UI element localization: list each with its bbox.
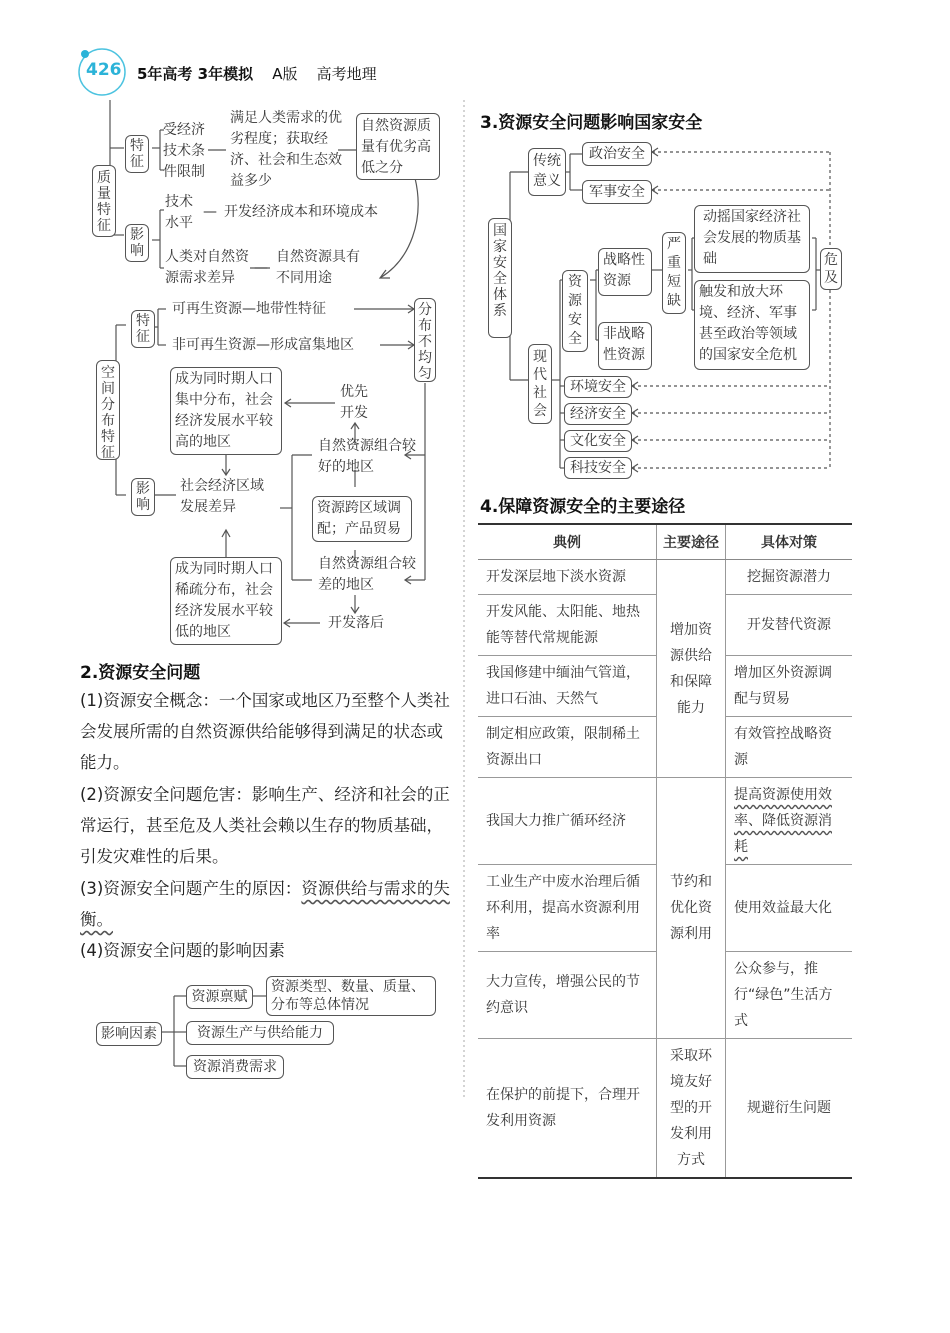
- column-header-example: 典例: [478, 524, 657, 560]
- strategic-resources: 战略性资源: [598, 248, 652, 296]
- item-label: 资源安全问题的影响因素: [103, 941, 285, 960]
- item-text: 一个国家或地区乃至整个人类社会发展所需的自然资源供给能够得到满足的状态或能力。: [80, 691, 450, 772]
- measure-cell: 提高资源使用效率、降低资源消耗: [726, 778, 853, 865]
- table-header-row: [478, 524, 852, 560]
- spatial-nonrenewable: 非可再生资源—形成富集地区: [172, 337, 354, 353]
- section3-heading: 3.资源安全问题影响国家安全: [480, 113, 703, 133]
- item-number: (3): [80, 879, 104, 898]
- spatial-late-dev: 开发落后: [328, 615, 384, 631]
- measure-cell: 开发替代资源: [726, 595, 853, 656]
- spatial-poor-region-box: 成为同时期人口稀疏分布，社会经济发展水平较低的地区: [170, 557, 282, 645]
- route-cell: 节约和优化资源利用: [657, 778, 726, 1039]
- political-security: 政治安全: [582, 142, 652, 166]
- page-number: 426: [86, 60, 122, 80]
- table-row: [478, 1039, 852, 1179]
- item-label: 资源安全问题危害：: [103, 785, 252, 804]
- nonstrategic-resources: 非战略性资源: [598, 322, 652, 370]
- quality-feature-effect: 满足人类需求的优劣程度；获取经济、社会和生态效益多少: [230, 110, 342, 189]
- military-security: 军事安全: [582, 180, 652, 204]
- table-row: [478, 560, 852, 595]
- measure-cell: 增加区外资源调配与贸易: [726, 656, 853, 717]
- tech-security: 科技安全: [564, 457, 632, 479]
- item-number: (4): [80, 941, 104, 960]
- measure-cell: 使用效益最大化: [726, 865, 853, 952]
- quality-result-box: 自然资源质量有优劣高低之分: [356, 113, 440, 180]
- book-edition: A版: [272, 65, 298, 83]
- factor-endowment: 资源禀赋: [186, 985, 253, 1009]
- route-cell: 采取环境友好型的开发利用方式: [657, 1039, 726, 1179]
- section2-item-4: [80, 935, 455, 966]
- modern-box: 现代社会: [528, 344, 552, 424]
- quality-feature-label: 特征: [125, 135, 149, 173]
- quality-influence-label: 影响: [125, 224, 149, 262]
- book-title: 5年高考 3年模拟: [137, 65, 254, 83]
- example-cell: 工业生产中废水治理后循环利用，提高水资源利用率: [478, 865, 657, 952]
- item-text: 影响生产、经济和社会的正常运行，甚至危及人类社会赖以生存的物质基础，引发灾难性的后果。: [80, 785, 450, 866]
- column-divider: [462, 100, 466, 1100]
- item-number: (2): [80, 785, 104, 804]
- spatial-good-combo: 自然资源组合较好的地区: [318, 438, 416, 475]
- measure-cell: 挖掘资源潜力: [726, 560, 853, 595]
- section2-item-1: [80, 685, 455, 778]
- route-cell: 增加资源供给和保障能力: [657, 560, 726, 778]
- quality-inf1-text: 开发经济成本和环境成本: [224, 204, 378, 220]
- example-cell: 制定相应政策，限制稀土资源出口: [478, 717, 657, 778]
- quality-inf1-dash: —: [203, 204, 217, 220]
- example-cell: 开发风能、太阳能、地热能等替代常规能源: [478, 595, 657, 656]
- culture-security: 文化安全: [564, 430, 632, 452]
- quality-root: 质量特征: [92, 165, 116, 237]
- factors-root: 影响因素: [96, 1022, 162, 1046]
- quality-inf1-label: 技术水平: [165, 194, 193, 231]
- shortage-box: 严重短缺: [662, 232, 686, 314]
- economy-security: 经济安全: [564, 403, 632, 425]
- effect-foundation: 动摇国家经济社会发展的物质基础: [694, 205, 810, 273]
- factor-production: 资源生产与供给能力: [186, 1021, 334, 1045]
- item-label: 资源安全概念：: [103, 691, 219, 710]
- item-text: 资源供给与需求的失衡。: [80, 879, 450, 929]
- example-cell: 大力宣传，增强公民的节约意识: [478, 952, 657, 1039]
- example-cell: 开发深层地下淡水资源: [478, 560, 657, 595]
- example-cell: 我国修建中缅油气管道，进口石油、天然气: [478, 656, 657, 717]
- spatial-influence-label: 影响: [131, 478, 155, 516]
- header-title-row: [137, 63, 377, 84]
- measure-cell: 公众参与，推行“绿色”生活方式: [726, 952, 853, 1039]
- spatial-priority-dev: 优先开发: [340, 384, 368, 421]
- table-row: [478, 778, 852, 865]
- spatial-renewable: 可再生资源—地带性特征: [172, 301, 326, 317]
- quality-inf2-label: 人类对自然资源需求差异: [165, 249, 249, 286]
- factor-consumption: 资源消费需求: [186, 1055, 284, 1079]
- effect-crisis: 触发和放大环境、经济、军事甚至政治等领域的国家安全危机: [694, 280, 810, 370]
- column-header-measure: 具体对策: [726, 524, 853, 560]
- item-label: 资源安全问题产生的原因：: [103, 879, 302, 898]
- spatial-rich-region-box: 成为同时期人口集中分布，社会经济发展水平较高的地区: [170, 367, 282, 455]
- spatial-regional-gap: 社会经济区域发展差异: [180, 478, 264, 515]
- measure-cell: 有效管控战略资源: [726, 717, 853, 778]
- routes-table: [478, 523, 852, 1179]
- section2-item-3: [80, 873, 455, 935]
- resource-security-box: 资源安全: [562, 270, 588, 352]
- section2-item-2: [80, 779, 455, 872]
- quality-inf2-dash: —: [254, 260, 268, 276]
- section4-heading: 4.保障资源安全的主要途径: [480, 497, 686, 517]
- national-security-root: 国家安全体系: [488, 218, 512, 338]
- measure-cell: 规避衍生问题: [726, 1039, 853, 1179]
- danger-box: 危及: [820, 248, 842, 290]
- item-number: (1): [80, 691, 104, 710]
- environment-security: 环境安全: [564, 376, 632, 398]
- book-subject: 高考地理: [316, 65, 377, 83]
- quality-feature-cause: 受经济技术条件限制: [163, 122, 205, 180]
- factor-endowment-detail: 资源类型、数量、质量、分布等总体情况: [266, 976, 436, 1016]
- example-cell: 我国大力推广循环经济: [478, 778, 657, 865]
- traditional-box: 传统意义: [528, 148, 566, 196]
- spatial-transfer-box: 资源跨区域调配；产品贸易: [312, 496, 412, 542]
- spatial-uneven-box: 分布不均匀: [414, 298, 436, 382]
- spatial-feature-label: 特征: [131, 310, 155, 348]
- spatial-root: 空间分布特征: [96, 360, 120, 460]
- spatial-poor-combo: 自然资源组合较差的地区: [318, 556, 416, 593]
- column-header-route: 主要途径: [657, 524, 726, 560]
- example-cell: 在保护的前提下，合理开发利用资源: [478, 1039, 657, 1179]
- section2-heading: 2.资源安全问题: [80, 663, 201, 683]
- quality-inf2-text: 自然资源具有不同用途: [276, 249, 360, 286]
